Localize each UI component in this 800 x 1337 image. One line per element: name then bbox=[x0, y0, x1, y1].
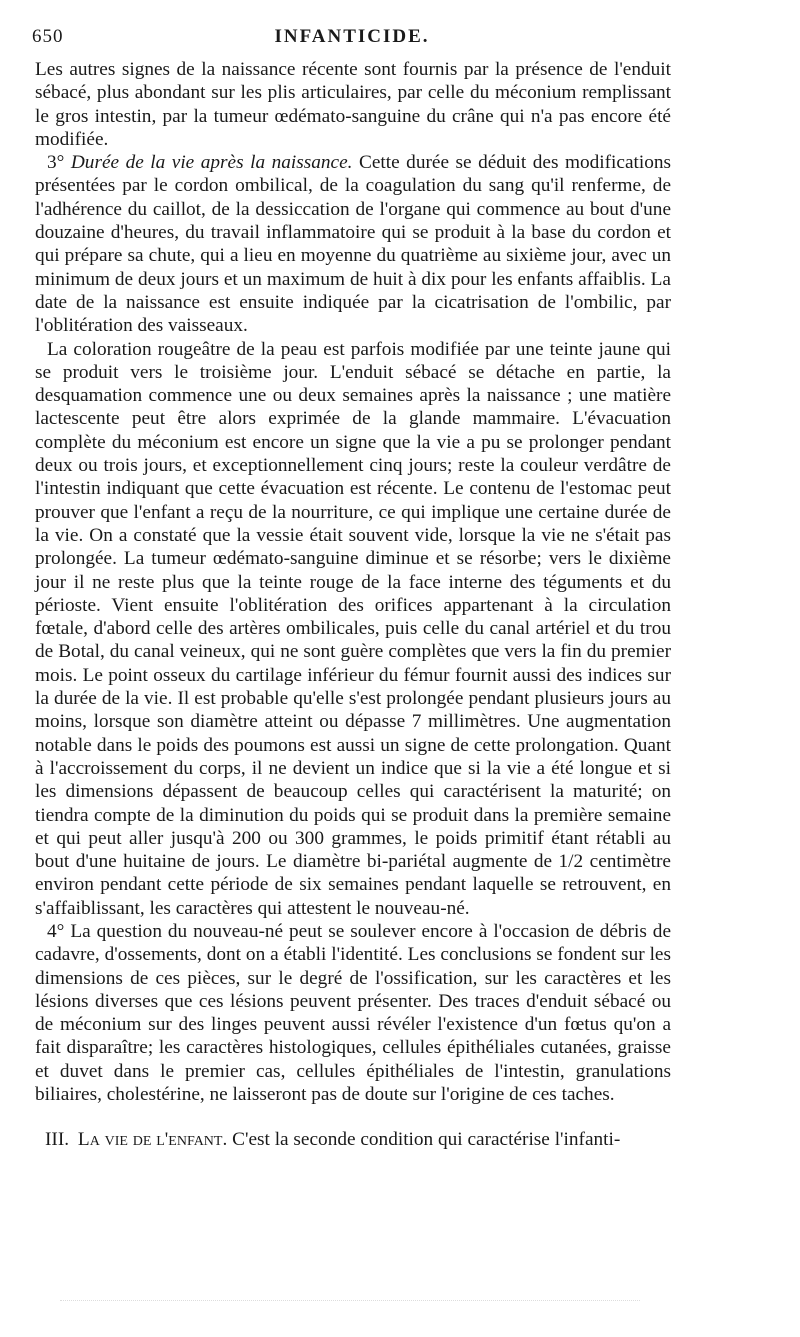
section-text: C'est la seconde condition qui caractérise l'infanti- bbox=[232, 1129, 621, 1151]
running-title: INFANTICIDE. bbox=[274, 26, 430, 47]
section-heading: La vie de l'enfant. bbox=[77, 1129, 228, 1151]
section-text: La question du nouveau-né peut se soulever encore à l'occasion de débris de cadavre, d'ossements, dont on a établi l'identité. Les conclusions se fondent sur les dimensions de ces pièces, sur le degré de l'ossification, sur les caractères et les lésions diverses que ces lésions peuvent présenter. Des traces d'enduit sébacé ou de méconium sur des linges peuvent aussi révéler l'existence d'un fœtus qu'on a fait disparaître; les caractères histologiques, cellules épithéliales cutanées, graisse et duvet dans le premier cas, cellules épithéliales de l'intestin, granulations biliaires, cholestérine, ne laisseront pas de doute sur l'origine de ces taches. bbox=[35, 920, 671, 1106]
section-heading: Durée de la vie après la naissance. bbox=[70, 152, 353, 174]
page-number: 650 bbox=[32, 26, 64, 47]
section-number: 4° bbox=[47, 920, 65, 942]
scan-bleed-through bbox=[60, 1300, 640, 1303]
body-text bbox=[35, 58, 671, 1152]
section-number: 3° bbox=[47, 152, 65, 174]
paragraph-newborn-remains bbox=[35, 920, 671, 1106]
paragraph-skin-coloration: La coloration rougeâtre de la peau est parfois modifiée par une teinte jaune qui se produit vers le troisième jour. L'enduit sébacé se détache en partie, la desquamation commence une ou deux semaines après la naissance ; une matière lactescente peut être alors exprimée de la glande mammaire. L'évacuation complète du méconium est encore un signe que la vie a pu se prolonger pendant deux ou trois jours, et exceptionnellement cinq jours; reste la couleur verdâtre de l'intestin indiquant que cette évacuation est récente. Le contenu de l'estomac peut prouver que l'enfant a reçu de la nourriture, ce qui implique une certaine durée de la vie. On a constaté que la vessie était souvent vide, lorsque la vie ne s'était pas prolongée. La tumeur œdémato-sanguine diminue et se résorbe; vers le dixième jour il ne reste plus que la teinte rouge de la face interne des téguments et du périoste. Vient ensuite l'oblitération des orifices appartenant à la circulation fœtale, d'abord celle des artères ombilicales, puis celle du canal artériel et du trou de Botal, du canal veineux, qui ne sont guère complètes que vers la fin du premier mois. Le point osseux du cartilage inférieur du fémur fournit aussi des indices sur la durée de la vie. Il est probable qu'elle s'est prolongée pendant plusieurs jours au moins, lorsque son diamètre atteint ou dépasse 7 millimètres. Une augmentation notable dans le poids des poumons est aussi un signe de cette prolongation. Quant à l'accroissement du corps, il ne devient un indice que si la vie a été longue et si les dimensions dépassent de beaucoup celles qui caractérisent la maturité; on tiendra compte de la diminution du poids qui se produit dans la première semaine et qui peut aller jusqu'à 200 ou 300 grammes, le poids primitif étant rétabli au bout d'une huitaine de jours. Le diamètre bi-pariétal augmente de 1/2 centimètre environ pendant cette période de six semaines pendant laquelle se retrouvent, en s'affaiblissant, les caractères qui attestent le nouveau-né. bbox=[35, 338, 671, 919]
paragraph-duration-of-life bbox=[35, 151, 671, 337]
running-head bbox=[32, 20, 672, 50]
section-text: Cette durée se déduit des modifications présentées par le cordon ombilical, de la coagulation du sang qu'il renferme, de l'adhérence du caillot, de la dessiccation de l'organe qui commence au bout d'une douzaine d'heures, du travail inflammatoire qui se produit à la base du cordon et qui prépare sa chute, qui a lieu en moyenne du quatrième au sixième jour, avec un minimum de deux jours et un maximum de huit à dix pour les enfants affaiblis. La date de la naissance est ensuite indiquée par la cicatrisation de l'ombilic, par l'oblitération des vaisseaux. bbox=[35, 152, 671, 337]
paragraph-life-of-child bbox=[35, 1128, 671, 1151]
section-number: III. bbox=[45, 1129, 70, 1151]
paragraph-signs-of-recent-birth: Les autres signes de la naissance récente sont fournis par la présence de l'enduit sébacé, plus abondant sur les plis articulaires, par celle du méconium remplissant le gros intestin, par la tumeur œdémato-sanguine du crâne qui n'a pas encore été modifiée. bbox=[35, 59, 671, 150]
